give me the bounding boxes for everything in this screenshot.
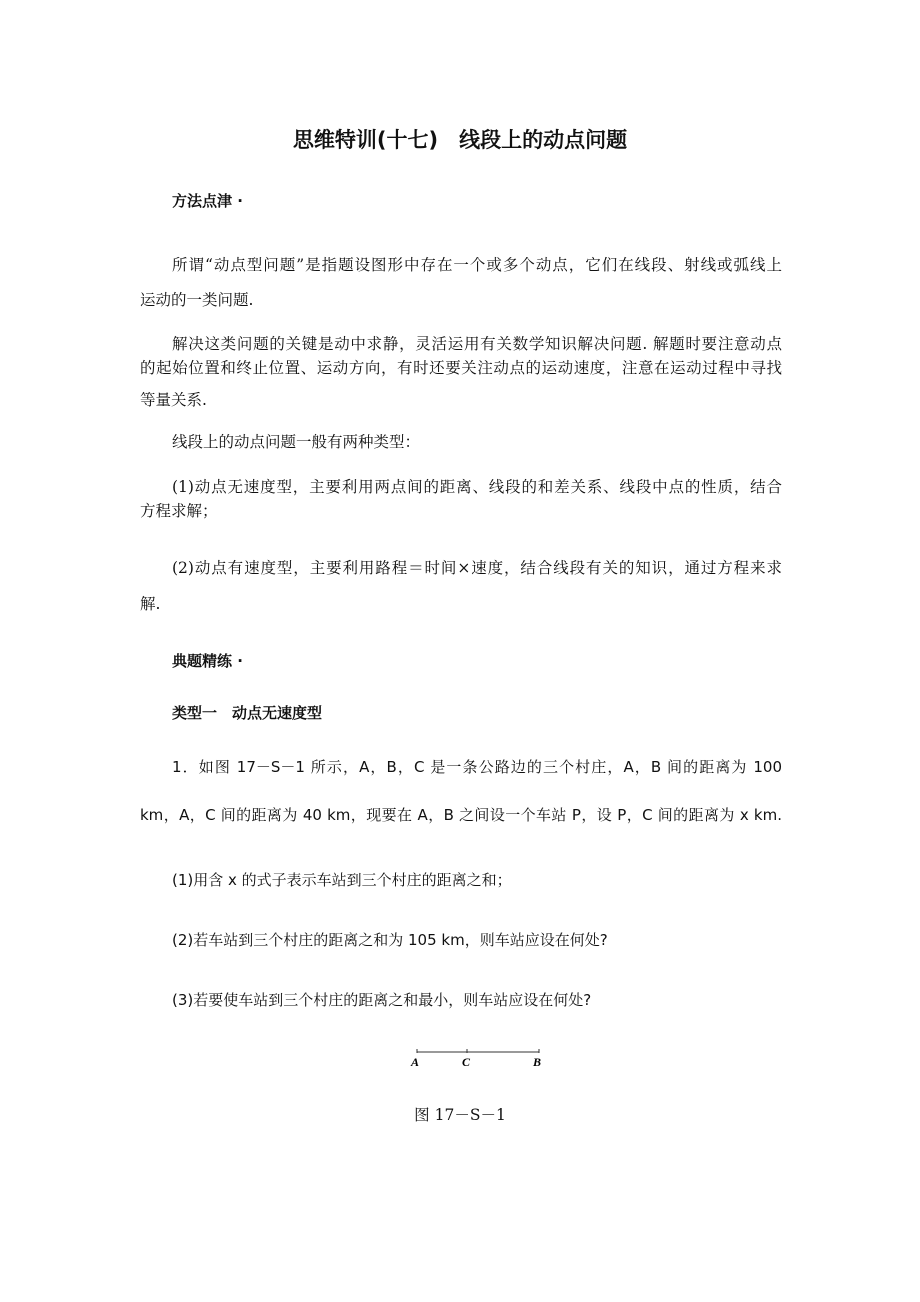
point-label-c: C (462, 1055, 471, 1069)
problem-line: 1．如图 17－S－1 所示，A，B，C 是一条公路边的三个村庄，A，B 间的距离为 100 (172, 758, 782, 776)
paragraph-line: 解. (140, 595, 161, 613)
paragraph-line: (1)动点无速度型，主要利用两点间的距离、线段的和差关系、线段中点的性质，结合 (172, 478, 782, 496)
section-heading-examples: 典题精练 · (172, 652, 243, 670)
paragraph-line: 解决这类问题的关键是动中求静，灵活运用有关数学知识解决问题. 解题时要注意动点 (172, 335, 782, 353)
paragraph-line: 所谓“动点型问题”是指题设图形中存在一个或多个动点，它们在线段、射线或弧线上 (172, 256, 782, 274)
figure-caption: 图 17－S－1 (414, 1106, 506, 1124)
paragraph-line: 等量关系. (140, 391, 207, 409)
point-label-b: B (533, 1055, 542, 1069)
paragraph-line: (2)动点有速度型，主要利用路程＝时间×速度，结合线段有关的知识，通过方程来求 (172, 559, 782, 577)
paragraph-line: 线段上的动点问题一般有两种类型： (172, 433, 421, 451)
problem-line: km，A，C 间的距离为 40 km，现要在 A，B 之间设一个车站 P，设 P，C 间的距离为 x km. (140, 806, 782, 824)
paragraph-line: 的起始位置和终止位置、运动方向，有时还要关注动点的运动速度，注意在运动过程中寻找 (140, 359, 782, 377)
section-heading-method: 方法点津 · (172, 192, 243, 210)
question-3: (3)若要使车站到三个村庄的距离之和最小，则车站应设在何处? (172, 991, 592, 1009)
paragraph-line: 方程求解； (140, 502, 218, 520)
page-title: 思维特训(十七) 线段上的动点问题 (292, 128, 628, 152)
question-1: (1)用含 x 的式子表示车站到三个村庄的距离之和； (172, 871, 512, 889)
segment-figure (410, 1045, 550, 1075)
point-label-a: A (411, 1055, 420, 1069)
type-heading: 类型一 动点无速度型 (172, 704, 323, 722)
question-2: (2)若车站到三个村庄的距离之和为 105 km，则车站应设在何处? (172, 931, 608, 949)
paragraph-line: 运动的一类问题. (140, 291, 254, 309)
